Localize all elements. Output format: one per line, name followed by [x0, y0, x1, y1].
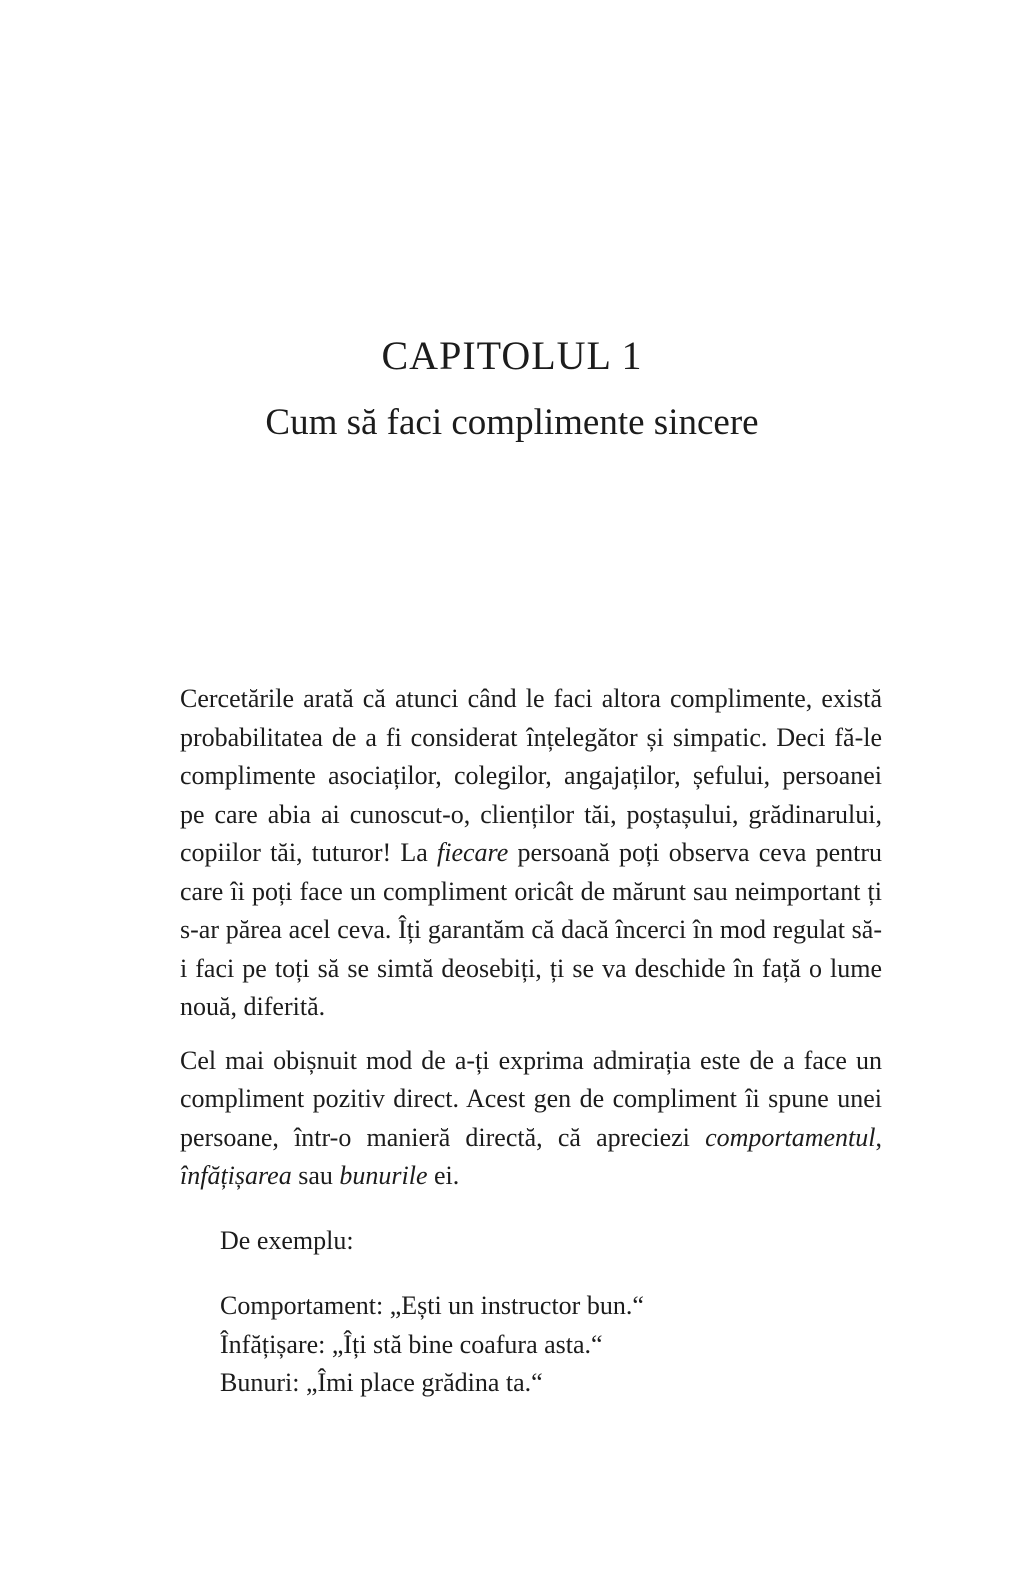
example-line-possessions: Bunuri: „Îmi place grădina ta.“ — [220, 1368, 543, 1397]
example-intro: De exemplu: — [220, 1225, 354, 1255]
italic-segment: bunurile — [339, 1161, 428, 1190]
italic-segment: comportamentul — [705, 1122, 876, 1152]
text-segment: sau — [291, 1161, 340, 1190]
paragraph-2 — [180, 1042, 882, 1196]
italic-segment: fiecare — [437, 838, 509, 867]
example-line-behavior: Comportament: „Ești un instructor bun.“ — [220, 1291, 644, 1320]
text-segment: , — [875, 1122, 882, 1152]
example-block — [220, 1287, 882, 1403]
example-line-appearance: Înfățișare: „Îți stă bine coafura asta.“ — [220, 1329, 603, 1359]
italic-segment: înfățișarea — [180, 1161, 292, 1190]
chapter-title: CAPITOLUL 1 — [381, 333, 643, 378]
chapter-header — [0, 0, 1024, 444]
page-body — [180, 680, 882, 1403]
text-segment: persoană poți observa ceva pentru care îi poți face un compliment oricât de mărunt sau neimportant ți s-ar părea acel ceva. Îți garantăm că dacă încerci în mod regulat să-i faci pe toți să se simtă deosebiți, ți se va deschide în față o lume nouă, diferită. — [180, 838, 882, 1021]
text-segment: Cercetările arată că atunci când le faci altora complimente, există probabilitatea de a fi considerat înțelegător și simpatic. Deci fă-le complimente asociaților, colegilor, angajaților, șefului, persoanei pe care abia ai cunoscut-o, clienților tăi, poștașului, grădinarului, copiilor tăi, tuturor! La — [180, 684, 882, 867]
text-segment: ei. — [427, 1161, 460, 1190]
chapter-subtitle: Cum să faci complimente sincere — [265, 402, 759, 443]
text-segment: Cel mai obișnuit mod de a-ți exprima admirația este de a face un compliment pozitiv direct. Acest gen de compliment îi spune unei persoane, într-o manieră directă, că apreciezi — [180, 1045, 882, 1152]
paragraph-1 — [180, 680, 882, 1027]
